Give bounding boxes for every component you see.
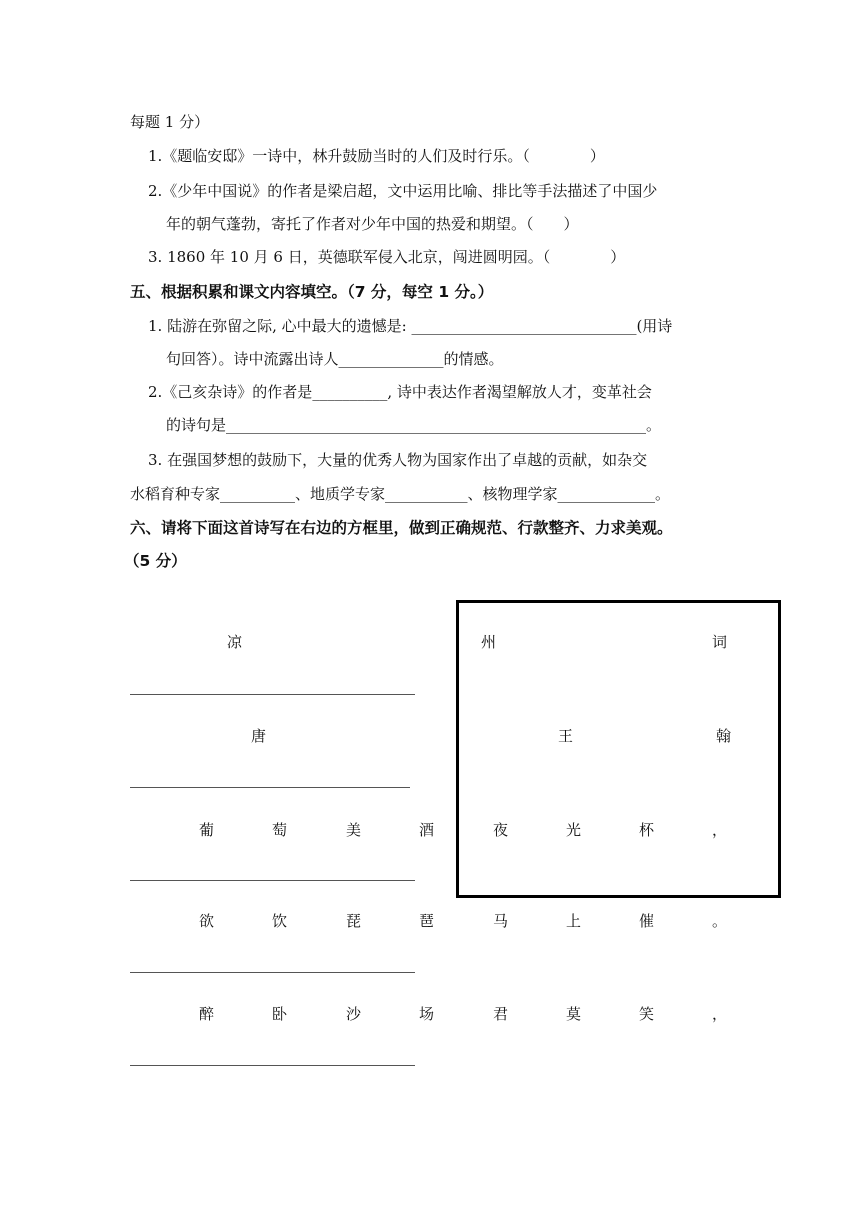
q4-item-1: 1.《题临安邸》一诗中，林升鼓励当时的人们及时行乐。（ ） (148, 147, 605, 165)
poem-line-2-char: 琶 (419, 912, 435, 930)
poem-title-char: 凉 (227, 633, 243, 651)
poem-line-3-char: 场 (419, 1005, 435, 1023)
q4-score-note: 每题 1 分） (130, 113, 210, 131)
poem-title-char: 词 (712, 633, 728, 651)
q5-item-3-line2: 水稻育种专家__________、地质学专家___________、核物理学家_____________。 (130, 485, 671, 503)
poem-line-1-char: 葡 (199, 821, 215, 839)
q5-item-2-line2: 的诗句是________________________________________________________。 (166, 416, 662, 434)
writing-line (130, 972, 415, 973)
section-5-heading: 五、根据积累和课文内容填空。（7 分，每空 1 分。） (130, 283, 494, 301)
poem-line-3-char: 卧 (272, 1005, 288, 1023)
poem-line-2-char: 马 (493, 912, 509, 930)
poem-line-3-char: 君 (493, 1005, 509, 1023)
poem-line-2-char: 欲 (199, 912, 215, 930)
poem-line-3-char: 笑 (639, 1005, 655, 1023)
poem-line-1-char: ， (712, 821, 728, 839)
poem-line-3-char: ， (712, 1005, 728, 1023)
poem-line-1-char: 美 (346, 821, 362, 839)
poem-line-3-char: 醉 (199, 1005, 215, 1023)
q5-item-2-line1: 2.《己亥杂诗》的作者是__________, 诗中表达作者渴望解放人才，变革社会 (148, 383, 652, 401)
poem-line-1-char: 萄 (272, 821, 288, 839)
poem-line-2-char: 琵 (346, 912, 362, 930)
writing-line (130, 694, 415, 695)
writing-line (130, 1065, 415, 1066)
poem-line-1-char: 酒 (419, 821, 435, 839)
section-6-score: （5 分） (124, 552, 187, 570)
poem-line-1-char: 光 (566, 821, 582, 839)
poem-line-2-char: 。 (712, 912, 728, 930)
q4-item-3: 3. 1860 年 10 月 6 日，英德联军侵入北京，闯进圆明园。（ ） (148, 248, 626, 266)
q4-item-2-line1: 2.《少年中国说》的作者是梁启超，文中运用比喻、排比等手法描述了中国少 (148, 182, 658, 200)
poem-author-char: 王 (558, 727, 574, 745)
writing-line (130, 880, 415, 881)
q5-item-1-line1: 1. 陆游在弥留之际, 心中最大的遗憾是: ______________________________(用诗 (148, 317, 673, 335)
q4-item-2-line2: 年的朝气蓬勃，寄托了作者对少年中国的热爱和期望。（ ） (166, 215, 579, 233)
poem-author-char: 翰 (716, 727, 732, 745)
poem-line-3-char: 莫 (566, 1005, 582, 1023)
poem-line-3-char: 沙 (346, 1005, 362, 1023)
q5-item-3-line1: 3. 在强国梦想的鼓励下，大量的优秀人物为国家作出了卓越的贡献，如杂交 (148, 451, 648, 469)
poem-line-2-char: 饮 (272, 912, 288, 930)
poem-line-1-char: 夜 (493, 821, 509, 839)
writing-box[interactable] (456, 600, 781, 898)
poem-author-char: 唐 (251, 727, 267, 745)
q5-item-1-line2: 句回答）。诗中流露出诗人______________的情感。 (166, 350, 504, 368)
poem-title-char: 州 (481, 633, 497, 651)
poem-line-2-char: 催 (639, 912, 655, 930)
writing-line (130, 787, 410, 788)
poem-line-1-char: 杯 (639, 821, 655, 839)
section-6-heading: 六、请将下面这首诗写在右边的方框里，做到正确规范、行款整齐、力求美观。 (130, 519, 673, 537)
poem-line-2-char: 上 (566, 912, 582, 930)
